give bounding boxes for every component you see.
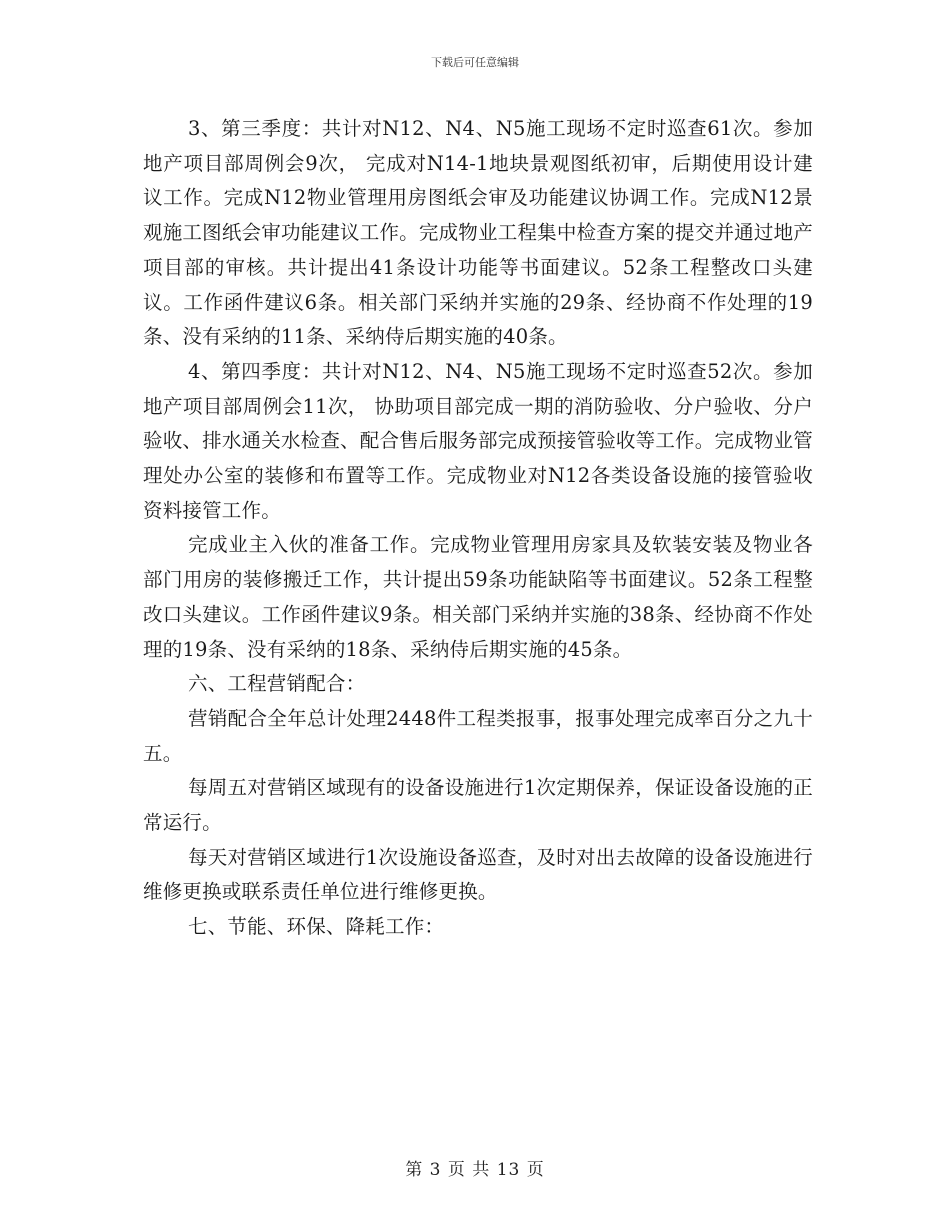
paragraph-q4-summary: 4、第四季度：共计对N12、N4、N5施工现场不定时巡查52次。参加地产项目部周例会11次， 协助项目部完成一期的消防验收、分户验收、分户验收、排水通关水检查、配合售后服务部完成预接管验收等工作。完成物业管理处办公室的装修和布置等工作。完成物业对N12各类设备设施的接管验收资料接管工作。 [143,359,813,522]
paragraph-weekly-maintenance: 每周五对营销区域现有的设备设施进行1次定期保养，保证设备设施的正常运行。 [143,776,813,835]
document-body [143,112,813,945]
page-number-footer: 第 3 页 共 13 页 [405,1160,545,1180]
paragraph-daily-inspection: 每天对营销区域进行1次设施设备巡查，及时对出去故障的设备设施进行维修更换或联系责任单位进行维修更换。 [143,845,813,904]
paragraph-marketing-reports: 营销配合全年总计处理2448件工程类报事，报事处理完成率百分之九十五。 [143,706,813,765]
section-heading-marketing: 六、工程营销配合： [188,672,366,696]
page-header: 下载后可任意编辑 [431,56,519,69]
section-heading-energy: 七、节能、环保、降耗工作： [188,915,445,939]
paragraph-occupancy-prep: 完成业主入伙的准备工作。完成物业管理用房家具及软装安装及物业各部门用房的装修搬迁工作，共计提出59条功能缺陷等书面建议。52条工程整改口头建议。工作函件建议9条。相关部门采纳并实施的38条、经协商不作处理的19条、没有采纳的18条、采纳侍后期实施的45条。 [143,533,813,661]
paragraph-q3-summary: 3、第三季度：共计对N12、N4、N5施工现场不定时巡查61次。参加地产项目部周例会9次， 完成对N14-1地块景观图纸初审，后期使用设计建议工作。完成N12物业管理用房图纸会审及功能建议协调工作。完成N12景观施工图纸会审功能建议工作。完成物业工程集中检查方案的提交并通过地产项目部的审核。共计提出41条设计功能等书面建议。52条工程整改口头建议。工作函件建议6条。相关部门采纳并实施的29条、经协商不作处理的19条、没有采纳的11条、采纳侍后期实施的40条。 [143,117,813,349]
